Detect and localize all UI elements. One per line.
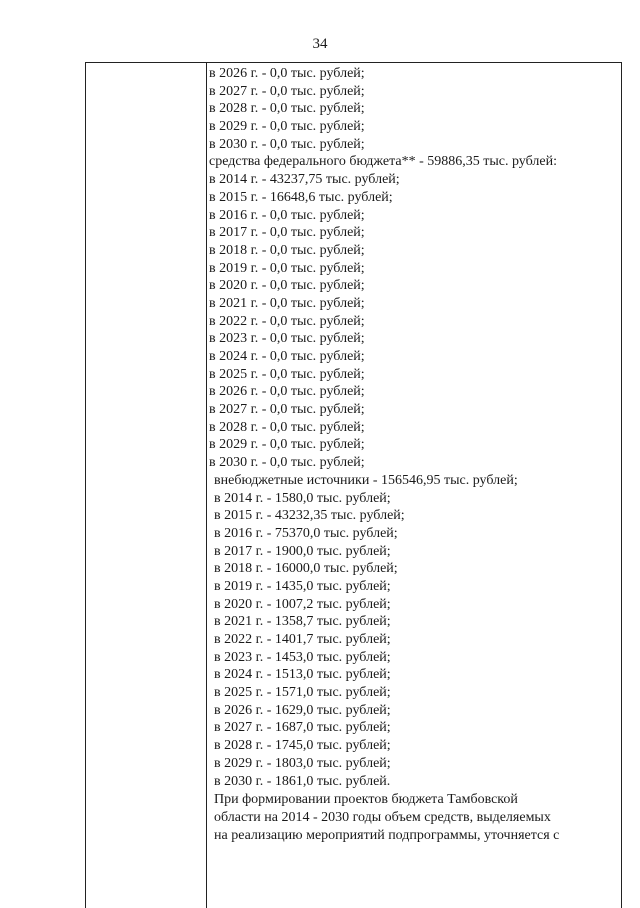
budget-line: в 2025 г. - 0,0 тыс. рублей; bbox=[209, 366, 365, 382]
budget-line: в 2018 г. - 0,0 тыс. рублей; bbox=[209, 242, 365, 258]
budget-line: в 2029 г. - 0,0 тыс. рублей; bbox=[209, 437, 365, 453]
budget-line: в 2022 г. - 1401,7 тыс. рублей; bbox=[214, 632, 391, 647]
budget-line: в 2025 г. - 1571,0 тыс. рублей; bbox=[214, 685, 391, 701]
budget-line: внебюджетные источники - 156546,95 тыс. рублей; bbox=[214, 472, 518, 488]
budget-line: в 2030 г. - 1861,0 тыс. рублей. bbox=[214, 773, 391, 789]
budget-line: в 2028 г. - 0,0 тыс. рублей; bbox=[209, 419, 365, 435]
page-number: 34 bbox=[312, 36, 328, 52]
budget-line: в 2015 г. - 16648,6 тыс. рублей; bbox=[209, 189, 393, 205]
budget-line: в 2026 г. - 0,0 тыс. рублей; bbox=[209, 66, 365, 81]
budget-line: в 2014 г. - 1580,0 тыс. рублей; bbox=[214, 490, 391, 506]
budget-line: в 2028 г. - 0,0 тыс. рублей; bbox=[209, 101, 365, 117]
budget-line: в 2019 г. - 0,0 тыс. рублей; bbox=[209, 260, 365, 276]
paragraph-line: При формировании проектов бюджета Тамбовской bbox=[214, 792, 518, 808]
budget-line: в 2030 г. - 0,0 тыс. рублей; bbox=[209, 136, 365, 152]
budget-line: в 2018 г. - 16000,0 тыс. рублей; bbox=[214, 561, 398, 577]
budget-line: в 2027 г. - 0,0 тыс. рублей; bbox=[209, 83, 365, 99]
final-paragraph bbox=[207, 791, 621, 844]
budget-line: в 2016 г. - 75370,0 тыс. рублей; bbox=[214, 525, 398, 541]
table-right-cell bbox=[207, 65, 621, 844]
budget-line: в 2017 г. - 0,0 тыс. рублей; bbox=[209, 225, 365, 241]
table-left-cell bbox=[86, 63, 207, 908]
budget-line: средства федерального бюджета** - 59886,35 тыс. рублей: bbox=[209, 154, 557, 170]
budget-line: в 2021 г. - 0,0 тыс. рублей; bbox=[209, 295, 365, 311]
budget-line: в 2015 г. - 43232,35 тыс. рублей; bbox=[214, 508, 405, 524]
budget-line: в 2024 г. - 0,0 тыс. рублей; bbox=[209, 349, 365, 364]
budget-line: в 2023 г. - 1453,0 тыс. рублей; bbox=[214, 649, 391, 665]
paragraph-line: на реализацию мероприятий подпрограммы, уточняется с bbox=[214, 827, 560, 843]
budget-line: в 2019 г. - 1435,0 тыс. рублей; bbox=[214, 578, 391, 594]
budget-lines-group-a bbox=[207, 65, 621, 472]
budget-line: в 2027 г. - 1687,0 тыс. рублей; bbox=[214, 720, 391, 736]
budget-line: в 2024 г. - 1513,0 тыс. рублей; bbox=[214, 667, 391, 683]
funding-table bbox=[85, 62, 622, 908]
budget-line: в 2023 г. - 0,0 тыс. рублей; bbox=[209, 331, 365, 347]
budget-line: в 2021 г. - 1358,7 тыс. рублей; bbox=[214, 614, 391, 630]
budget-line: в 2029 г. - 1803,0 тыс. рублей; bbox=[214, 755, 391, 771]
budget-line: в 2029 г. - 0,0 тыс. рублей; bbox=[209, 119, 365, 135]
budget-line: в 2028 г. - 1745,0 тыс. рублей; bbox=[214, 738, 391, 754]
budget-line: в 2030 г. - 0,0 тыс. рублей; bbox=[209, 455, 365, 471]
budget-line: в 2020 г. - 0,0 тыс. рублей; bbox=[209, 278, 365, 294]
budget-line: в 2026 г. - 1629,0 тыс. рублей; bbox=[214, 702, 391, 718]
budget-line: в 2022 г. - 0,0 тыс. рублей; bbox=[209, 313, 365, 329]
paragraph-line: области на 2014 - 2030 годы объем средств, выделяемых bbox=[214, 809, 551, 825]
budget-line: в 2027 г. - 0,0 тыс. рублей; bbox=[209, 402, 365, 418]
budget-line: в 2014 г. - 43237,75 тыс. рублей; bbox=[209, 172, 400, 188]
budget-line: в 2026 г. - 0,0 тыс. рублей; bbox=[209, 384, 365, 400]
budget-line: в 2017 г. - 1900,0 тыс. рублей; bbox=[214, 543, 391, 559]
budget-line: в 2016 г. - 0,0 тыс. рублей; bbox=[209, 207, 365, 223]
budget-line: в 2020 г. - 1007,2 тыс. рублей; bbox=[214, 596, 391, 612]
budget-lines-group-b bbox=[207, 472, 621, 790]
